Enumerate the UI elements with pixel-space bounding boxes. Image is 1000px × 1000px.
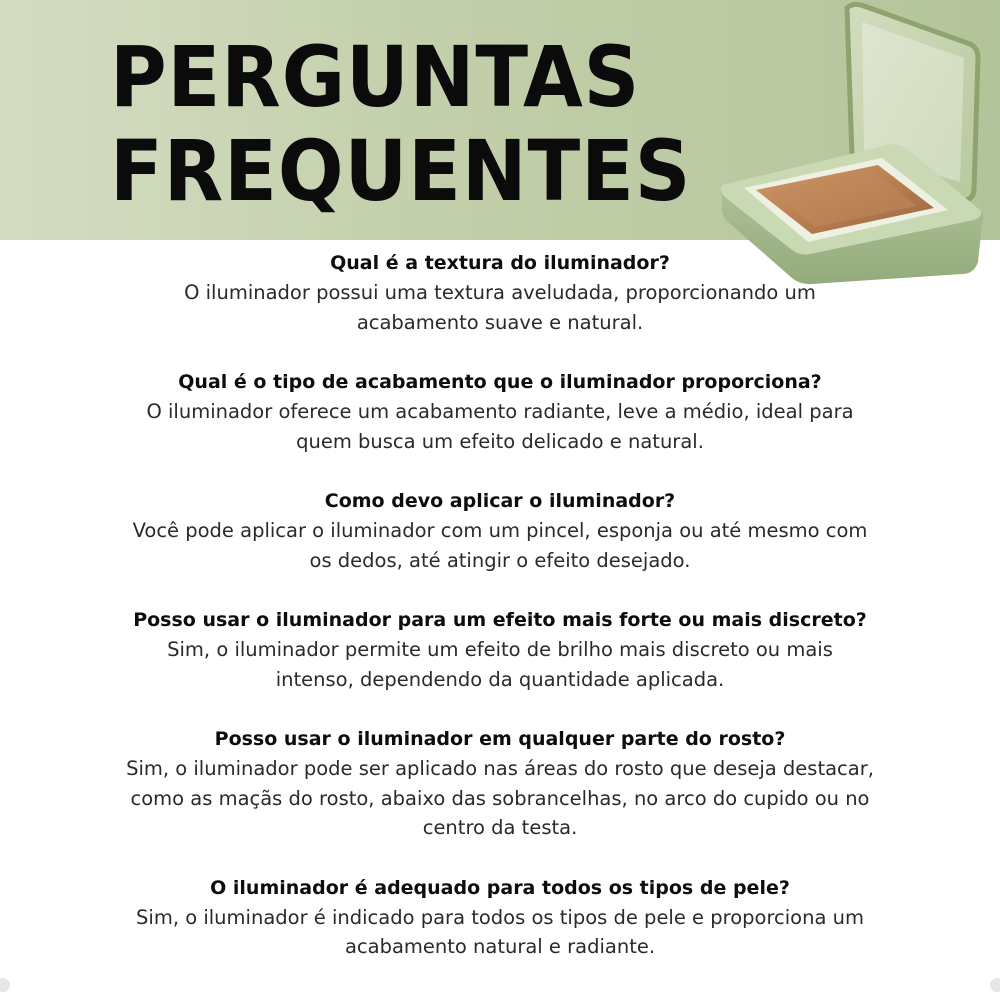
- faq-question: Como devo aplicar o iluminador?: [324, 490, 676, 512]
- answer-line: acabamento suave e natural.: [356, 310, 644, 334]
- answer-line: quem busca um efeito delicado e natural.: [296, 429, 704, 453]
- title-line-2: FREQUENTES: [110, 122, 692, 220]
- faq-answer: [0, 903, 1000, 962]
- faq-answer: [0, 278, 1000, 337]
- corner-dot: [990, 978, 1000, 992]
- answer-line: os dedos, até atingir o efeito desejado.: [309, 548, 691, 572]
- title-line-1: PERGUNTAS: [110, 28, 641, 126]
- answer-line: acabamento natural e radiante.: [344, 935, 656, 958]
- faq-question: Posso usar o iluminador para um efeito mais forte ou mais discreto?: [133, 609, 867, 631]
- faq-answer: [0, 516, 1000, 575]
- answer-line: Você pode aplicar o iluminador com um pincel, esponja ou até mesmo com: [132, 519, 868, 542]
- answer-line: O iluminador possui uma textura aveludada, proporcionando um: [184, 281, 816, 304]
- page-title: [110, 30, 691, 218]
- faq-item: [0, 367, 1000, 456]
- faq-question: Qual é o tipo de acabamento que o iluminador proporciona?: [178, 371, 822, 393]
- faq-answer: [0, 397, 1000, 456]
- faq-item: [0, 248, 1000, 337]
- highlighter-compact-image: [712, 0, 1000, 285]
- faq-question: Posso usar o iluminador em qualquer parte do rosto?: [214, 728, 786, 750]
- answer-line: intenso, dependendo da quantidade aplicada.: [275, 667, 725, 691]
- answer-line: como as maçãs do rosto, abaixo das sobrancelhas, no arco do cupido ou no: [130, 786, 870, 810]
- faq-item: [0, 486, 1000, 575]
- answer-line: Sim, o iluminador pode ser aplicado nas áreas do rosto que deseja destacar,: [126, 757, 874, 780]
- faq-answer: [0, 754, 1000, 843]
- answer-line: O iluminador oferece um acabamento radiante, leve a médio, ideal para: [146, 400, 854, 423]
- answer-line: Sim, o iluminador é indicado para todos os tipos de pele e proporciona um: [136, 905, 864, 929]
- faq-answer: [0, 635, 1000, 694]
- faq-item: [0, 873, 1000, 962]
- faq-item: [0, 605, 1000, 694]
- faq-list: [0, 248, 1000, 992]
- faq-item: [0, 724, 1000, 843]
- faq-question: Qual é a textura do iluminador?: [330, 252, 670, 274]
- answer-line: centro da testa.: [422, 816, 578, 839]
- faq-question: O iluminador é adequado para todos os tipos de pele?: [210, 876, 790, 899]
- answer-line: Sim, o iluminador permite um efeito de brilho mais discreto ou mais: [167, 638, 833, 661]
